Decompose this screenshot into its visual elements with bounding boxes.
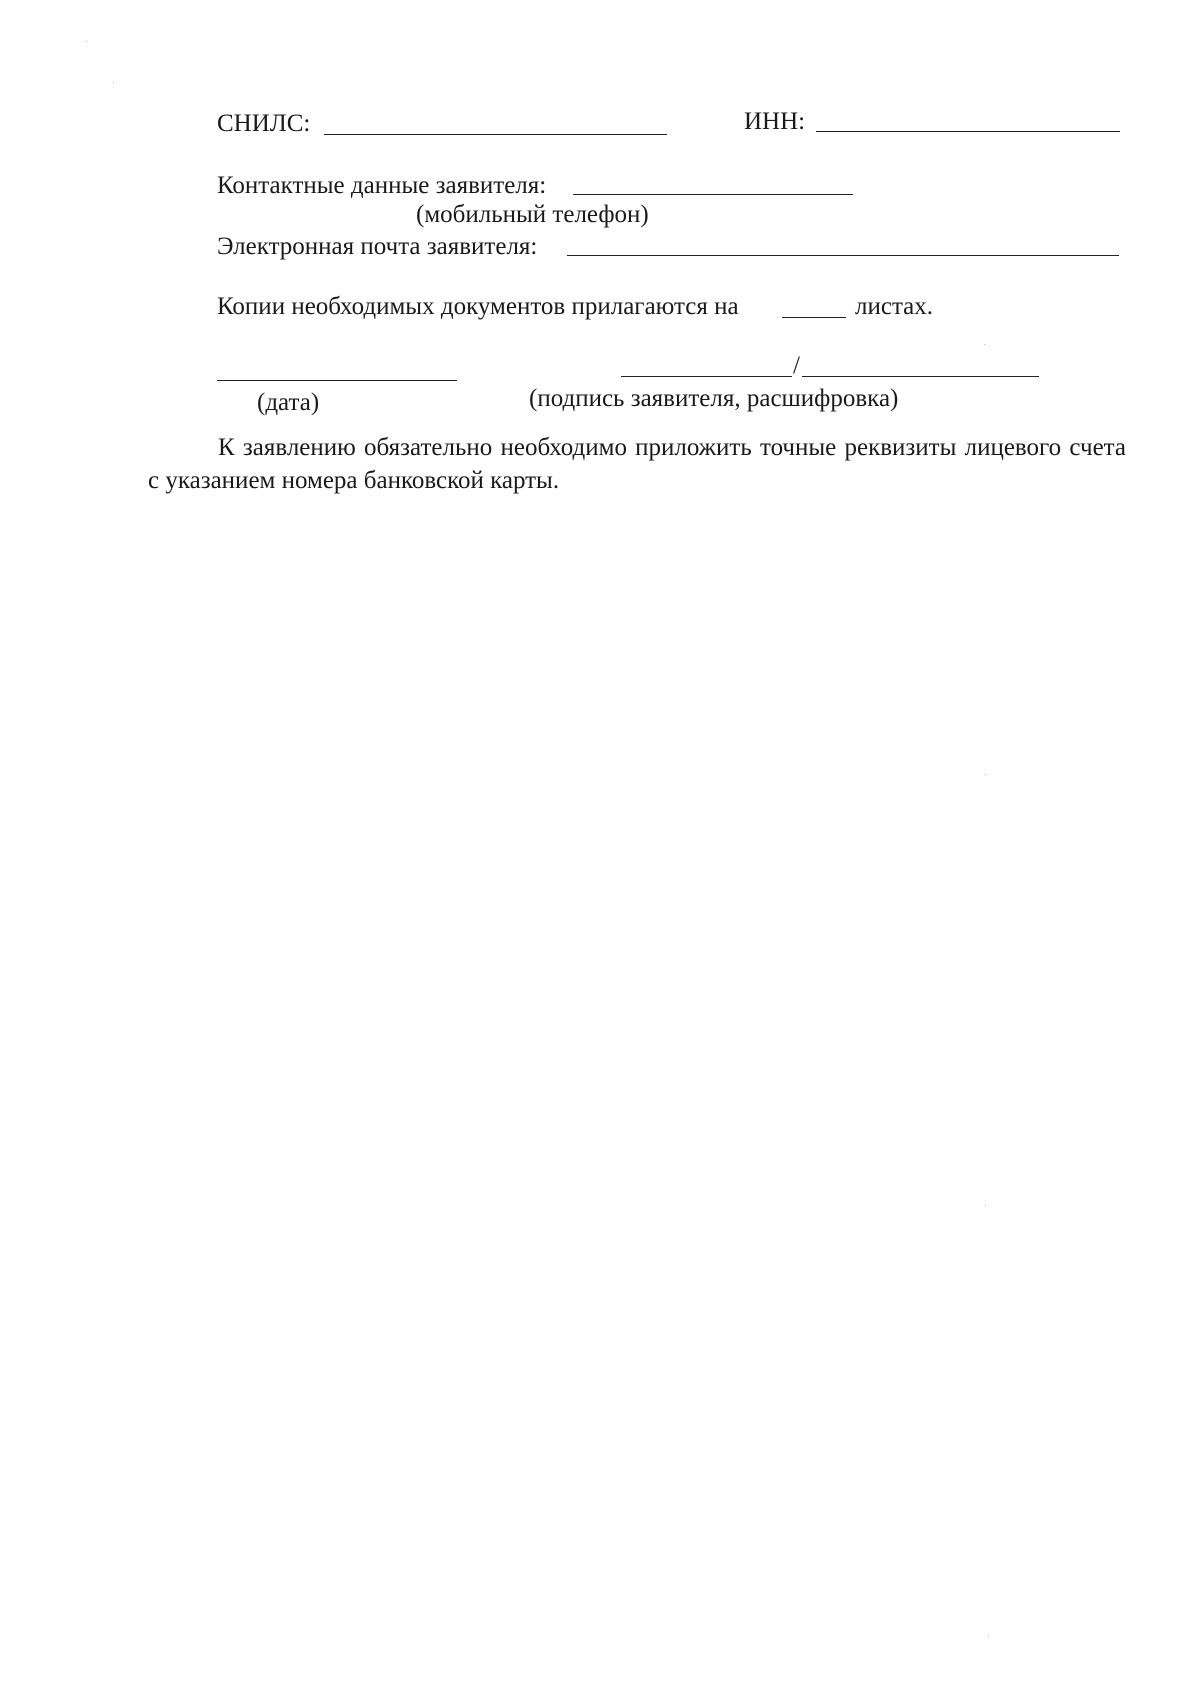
inn-field[interactable] <box>816 131 1120 132</box>
copies-text: Копии необходимых документов прилагаются на <box>217 293 739 320</box>
copies-count-field[interactable] <box>782 317 846 318</box>
scan-speck <box>984 344 985 345</box>
date-field[interactable] <box>217 380 457 381</box>
signature-slash: / <box>793 352 800 379</box>
scan-speck <box>985 1205 986 1206</box>
email-field[interactable] <box>567 255 1119 256</box>
signature-field[interactable] <box>621 376 792 377</box>
scan-speck <box>113 82 114 83</box>
scan-speck <box>988 1635 989 1636</box>
email-label: Электронная почта заявителя: <box>217 233 538 260</box>
contact-label: Контактные данные заявителя: <box>217 172 547 199</box>
snils-label: СНИЛС: <box>217 110 311 137</box>
snils-field[interactable] <box>324 134 667 135</box>
requisites-note: К заявлению обязательно необходимо приложить точные реквизиты лицевого счета с указанием номера банковской карты. <box>148 434 1126 494</box>
contact-hint: (мобильный телефон) <box>416 201 649 228</box>
signature-hint: (подпись заявителя, расшифровка) <box>529 385 899 412</box>
scan-speck <box>985 774 986 775</box>
scan-speck <box>86 41 87 42</box>
signature-transcript-field[interactable] <box>802 376 1039 377</box>
copies-suffix: листах. <box>855 293 934 320</box>
date-hint: (дата) <box>257 389 320 416</box>
contact-phone-field[interactable] <box>573 194 853 195</box>
inn-label: ИНН: <box>744 108 806 135</box>
